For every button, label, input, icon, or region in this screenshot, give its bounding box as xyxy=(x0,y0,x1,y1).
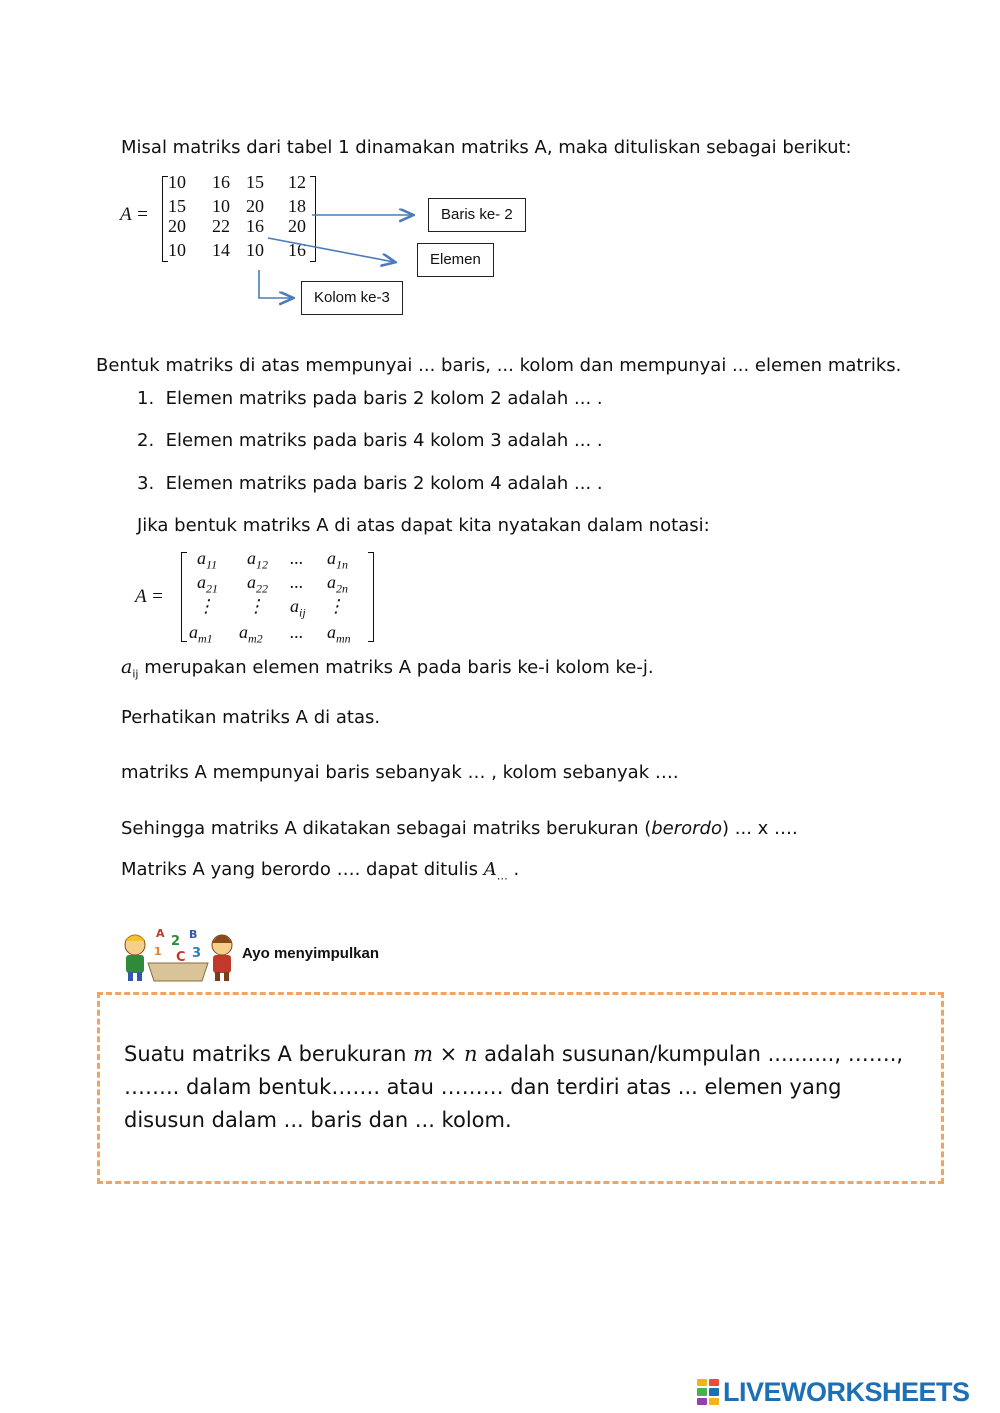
matrix-cell: 12 xyxy=(288,172,306,192)
general-matrix-cell xyxy=(247,548,268,573)
question-text: Elemen matriks pada baris 4 kolom 3 adalah ... . xyxy=(165,430,603,451)
matrix-cell: 22 xyxy=(212,216,230,236)
cell-subscript: m2 xyxy=(248,631,263,646)
written-sub: … xyxy=(496,869,508,883)
cell-base: a xyxy=(197,548,206,568)
cell-base: a xyxy=(239,622,248,642)
matrix-cell: 15 xyxy=(168,196,186,216)
question-3 xyxy=(137,473,603,495)
written-text xyxy=(121,859,519,888)
matrix-cell: 20 xyxy=(168,216,186,236)
matrix-cell: 18 xyxy=(288,196,306,216)
cell-base: ⋮ xyxy=(327,596,345,616)
cell-base: a xyxy=(197,572,206,592)
cell-base: a xyxy=(327,572,336,592)
cell-base: ⋮ xyxy=(247,596,265,616)
general-matrix-cell xyxy=(197,548,217,573)
aij-symbol: a xyxy=(121,656,133,678)
cell-base: a xyxy=(247,548,256,568)
question-text: Elemen matriks pada baris 2 kolom 2 adalah ... . xyxy=(165,388,603,409)
cell-base: ⋮ xyxy=(197,596,215,616)
callout-row-box: Baris ke- 2 xyxy=(428,198,526,232)
general-matrix xyxy=(135,548,385,644)
cell-subscript: ij xyxy=(299,605,306,620)
matrix-cell: 14 xyxy=(212,240,230,260)
cell-base: ... xyxy=(290,622,304,642)
cell-base: ... xyxy=(290,548,304,568)
right-bracket xyxy=(368,552,374,642)
conclusion-n: n xyxy=(463,1042,478,1066)
cell-subscript: 1n xyxy=(336,557,348,572)
logo-mark-icon xyxy=(697,1379,719,1405)
general-matrix-cell xyxy=(247,572,268,597)
conclusion-times: × xyxy=(433,1042,464,1066)
matrix-a-label: A = xyxy=(120,204,149,225)
general-matrix-cell xyxy=(290,596,306,621)
conclusion-text xyxy=(124,1038,914,1137)
written-symbol: A xyxy=(483,859,497,880)
general-matrix-cell xyxy=(239,622,263,647)
question-1 xyxy=(137,388,603,410)
svg-text:3: 3 xyxy=(192,946,202,961)
general-matrix-cell xyxy=(327,622,351,647)
matrix-cell: 10 xyxy=(168,240,186,260)
arrow-column xyxy=(259,270,292,298)
svg-text:C: C xyxy=(176,950,186,965)
aij-text: merupakan elemen matriks A pada baris ke-i kolom ke-j. xyxy=(144,657,654,678)
cell-base: a xyxy=(290,596,299,616)
question-2 xyxy=(137,430,603,452)
question-text: Elemen matriks pada baris 2 kolom 4 adalah ... . xyxy=(165,473,603,494)
general-matrix-label: A = xyxy=(135,586,164,607)
matrix-cell: 20 xyxy=(288,216,306,236)
cell-subscript: 11 xyxy=(206,557,218,572)
form-sentence: Bentuk matriks di atas mempunyai ... baris, ... kolom dan mempunyai ... elemen matriks. xyxy=(96,355,902,376)
left-bracket xyxy=(181,552,187,642)
conclusion-m: m xyxy=(413,1042,433,1066)
callout-arrows xyxy=(0,0,1000,330)
matrix-cell: 15 xyxy=(246,172,264,192)
conclusion-part-1: Suatu matriks A berukuran xyxy=(124,1042,414,1066)
general-matrix-cell xyxy=(189,622,213,647)
matrix-cell: 10 xyxy=(246,240,264,260)
notice-text: Perhatikan matriks A di atas. xyxy=(121,707,381,728)
intro-text: Misal matriks dari tabel 1 dinamakan matriks A, maka dituliskan sebagai berikut: xyxy=(121,137,852,158)
cell-base: a xyxy=(327,622,336,642)
aij-definition xyxy=(121,656,654,686)
matrix-cell: 16 xyxy=(246,216,264,236)
svg-text:2: 2 xyxy=(171,934,181,949)
logo-text: LIVEWORKSHEETS xyxy=(723,1376,970,1407)
cell-base: a xyxy=(327,548,336,568)
general-matrix-cell xyxy=(327,572,348,597)
callout-element-box: Elemen xyxy=(417,243,494,277)
question-number: 3. xyxy=(137,473,155,494)
cell-subscript: 22 xyxy=(256,581,268,596)
arrow-element xyxy=(268,238,394,262)
written-suffix: . xyxy=(507,859,520,880)
svg-text:1: 1 xyxy=(154,945,162,958)
liveworksheets-logo xyxy=(697,1376,970,1408)
general-matrix-cell xyxy=(290,548,304,569)
cell-subscript: 21 xyxy=(206,581,218,596)
general-matrix-cell xyxy=(327,548,348,573)
general-matrix-cell xyxy=(247,596,265,617)
order-italic: berordo xyxy=(651,818,722,839)
kids-illustration-icon xyxy=(118,925,240,983)
cell-subscript: 2n xyxy=(336,581,348,596)
general-matrix-cell xyxy=(197,596,215,617)
matrix-cell: 16 xyxy=(212,172,230,192)
cell-base: ... xyxy=(290,572,304,592)
conclusion-part-2: adalah susunan/kumpulan .........., ……., …….. dalam bentuk……. atau ……… dan terdiri atas ... elemen yang disusun dalam ... baris dan ... kolom. xyxy=(124,1042,904,1132)
cell-base: a xyxy=(247,572,256,592)
callout-column-box: Kolom ke-3 xyxy=(301,281,403,315)
general-matrix-cell xyxy=(327,596,345,617)
cell-subscript: m1 xyxy=(198,631,213,646)
aij-sub: ij xyxy=(132,667,139,681)
matrix-cell: 10 xyxy=(168,172,186,192)
matrix-cell: 16 xyxy=(288,240,306,260)
cell-subscript: mn xyxy=(336,631,351,646)
question-number: 1. xyxy=(137,388,155,409)
question-number: 2. xyxy=(137,430,155,451)
order-suffix: ) ... x …. xyxy=(722,818,798,839)
cell-subscript: 12 xyxy=(256,557,268,572)
cell-base: a xyxy=(189,622,198,642)
written-prefix: Matriks A yang berordo …. dapat ditulis xyxy=(121,859,484,880)
general-matrix-cell xyxy=(197,572,218,597)
rows-cols-text: matriks A mempunyai baris sebanyak … , kolom sebanyak …. xyxy=(121,762,679,783)
svg-text:A: A xyxy=(156,927,165,940)
matrix-cell: 10 xyxy=(212,196,230,216)
order-prefix: Sehingga matriks A dikatakan sebagai matriks berukuran ( xyxy=(121,818,652,839)
section-title: Ayo menyimpulkan xyxy=(242,945,379,962)
general-matrix-cell xyxy=(290,572,304,593)
order-text xyxy=(121,818,798,840)
general-matrix-cell xyxy=(290,622,304,643)
notation-intro: Jika bentuk matriks A di atas dapat kita nyatakan dalam notasi: xyxy=(137,515,710,536)
svg-text:B: B xyxy=(189,928,198,941)
matrix-cell: 20 xyxy=(246,196,264,216)
